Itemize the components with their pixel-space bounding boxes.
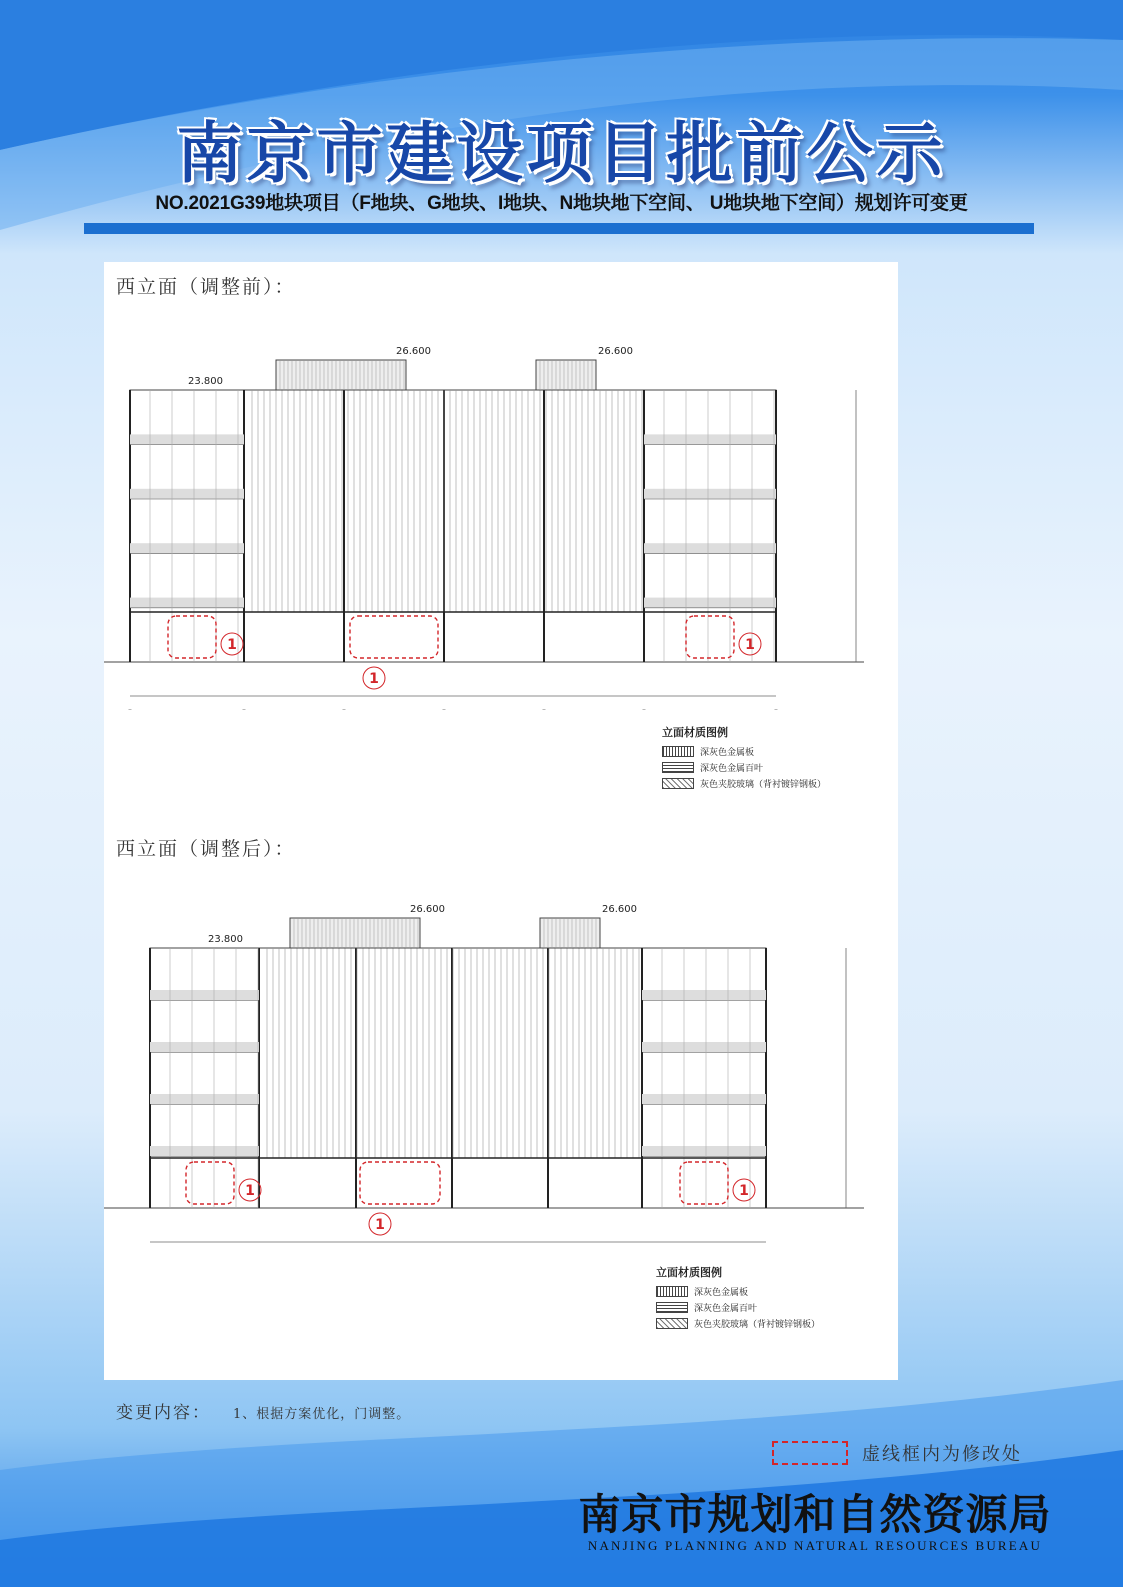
rooftop-box [536,360,596,390]
louver-band [130,598,244,608]
modified-door-box [186,1162,234,1204]
legend-item [662,743,826,759]
legend-item [662,759,826,775]
louver-band [130,434,244,444]
elevation-label: 26.600 [598,346,633,357]
change-marker-label: 1 [227,637,237,653]
louver-band [642,1042,766,1052]
elevation-drawing-after [104,852,898,1252]
elevation-label: 26.600 [396,346,431,357]
change-marker-label: 1 [745,637,755,653]
legend-label: 深灰色金属百叶 [694,1303,758,1314]
louver-band [642,1094,766,1104]
elevation-label: 23.800 [208,934,243,945]
louver-band [642,1146,766,1156]
legend-item [656,1315,820,1331]
section-label-after: 西立面（调整后）： [116,838,296,860]
rooftop-box [276,360,406,390]
louver-band [150,1042,259,1052]
legend-title: 立面材质图例 [662,726,728,739]
elevation-label: 26.600 [410,904,445,915]
modified-door-box [686,616,734,658]
modified-door-box [350,616,438,658]
legend-item [656,1299,820,1315]
note-text: 虚线框内为修改处 [862,1444,1022,1465]
legend-label: 深灰色金属板 [694,1287,749,1298]
legend-label: 灰色夹胶玻璃（背衬镀锌钢板） [694,1319,821,1330]
title-underline-bar [84,223,1034,234]
louver-band [150,1094,259,1104]
rooftop-box [290,918,420,948]
rooftop-box [540,918,600,948]
modified-door-box [680,1162,728,1204]
louver-band [642,990,766,1000]
metal-panel-swatch [662,746,694,757]
bureau-name-en: NANJING PLANNING AND NATURAL RESOURCES BUREAU [587,1538,1043,1553]
glass-swatch [656,1318,688,1329]
louver-swatch [662,762,694,773]
legend-item [656,1283,820,1299]
louver-band [130,543,244,553]
modified-door-box [168,616,216,658]
louver-swatch [656,1302,688,1313]
metal-panel-swatch [656,1286,688,1297]
page-title: 南京市建设项目批前公示 [176,114,947,192]
modified-door-box [360,1162,440,1204]
bureau-name-cn: 南京市规划和自然资源局 [578,1490,1052,1539]
change-text: 1、根据方案优化，门调整。 [233,1407,411,1422]
change-marker-label: 1 [245,1183,255,1199]
louver-band [150,1146,259,1156]
bureau-signature [570,1482,1060,1554]
elevation-label: 26.600 [602,904,637,915]
legend-label: 灰色夹胶玻璃（背衬镀锌钢板） [700,779,827,790]
material-legend-before [662,724,826,791]
elevation-label: 23.800 [188,376,223,387]
section-label-before: 西立面（调整前）： [116,276,296,298]
legend-label: 深灰色金属百叶 [700,763,764,774]
change-marker-label: 1 [369,671,379,687]
page-subtitle: NO.2021G39地块项目（F地块、G地块、I地块、N地块地下空间、 U地块地下空间）规划许可变更 [155,193,968,214]
legend-label: 深灰色金属板 [700,747,755,758]
building-outline [150,948,766,1208]
legend-item [662,775,826,791]
glass-swatch [662,778,694,789]
louver-band [130,489,244,499]
louver-band [150,990,259,1000]
change-marker-label: 1 [739,1183,749,1199]
change-label: 变更内容： [116,1403,211,1423]
material-legend-after [656,1264,820,1331]
change-content [116,1398,410,1423]
dashed-box-note [772,1440,1022,1466]
building-outline [130,390,776,662]
change-marker-label: 1 [375,1217,385,1233]
elevation-drawing-before [104,290,898,710]
dashed-box-sample [772,1441,848,1465]
legend-title: 立面材质图例 [656,1266,722,1279]
